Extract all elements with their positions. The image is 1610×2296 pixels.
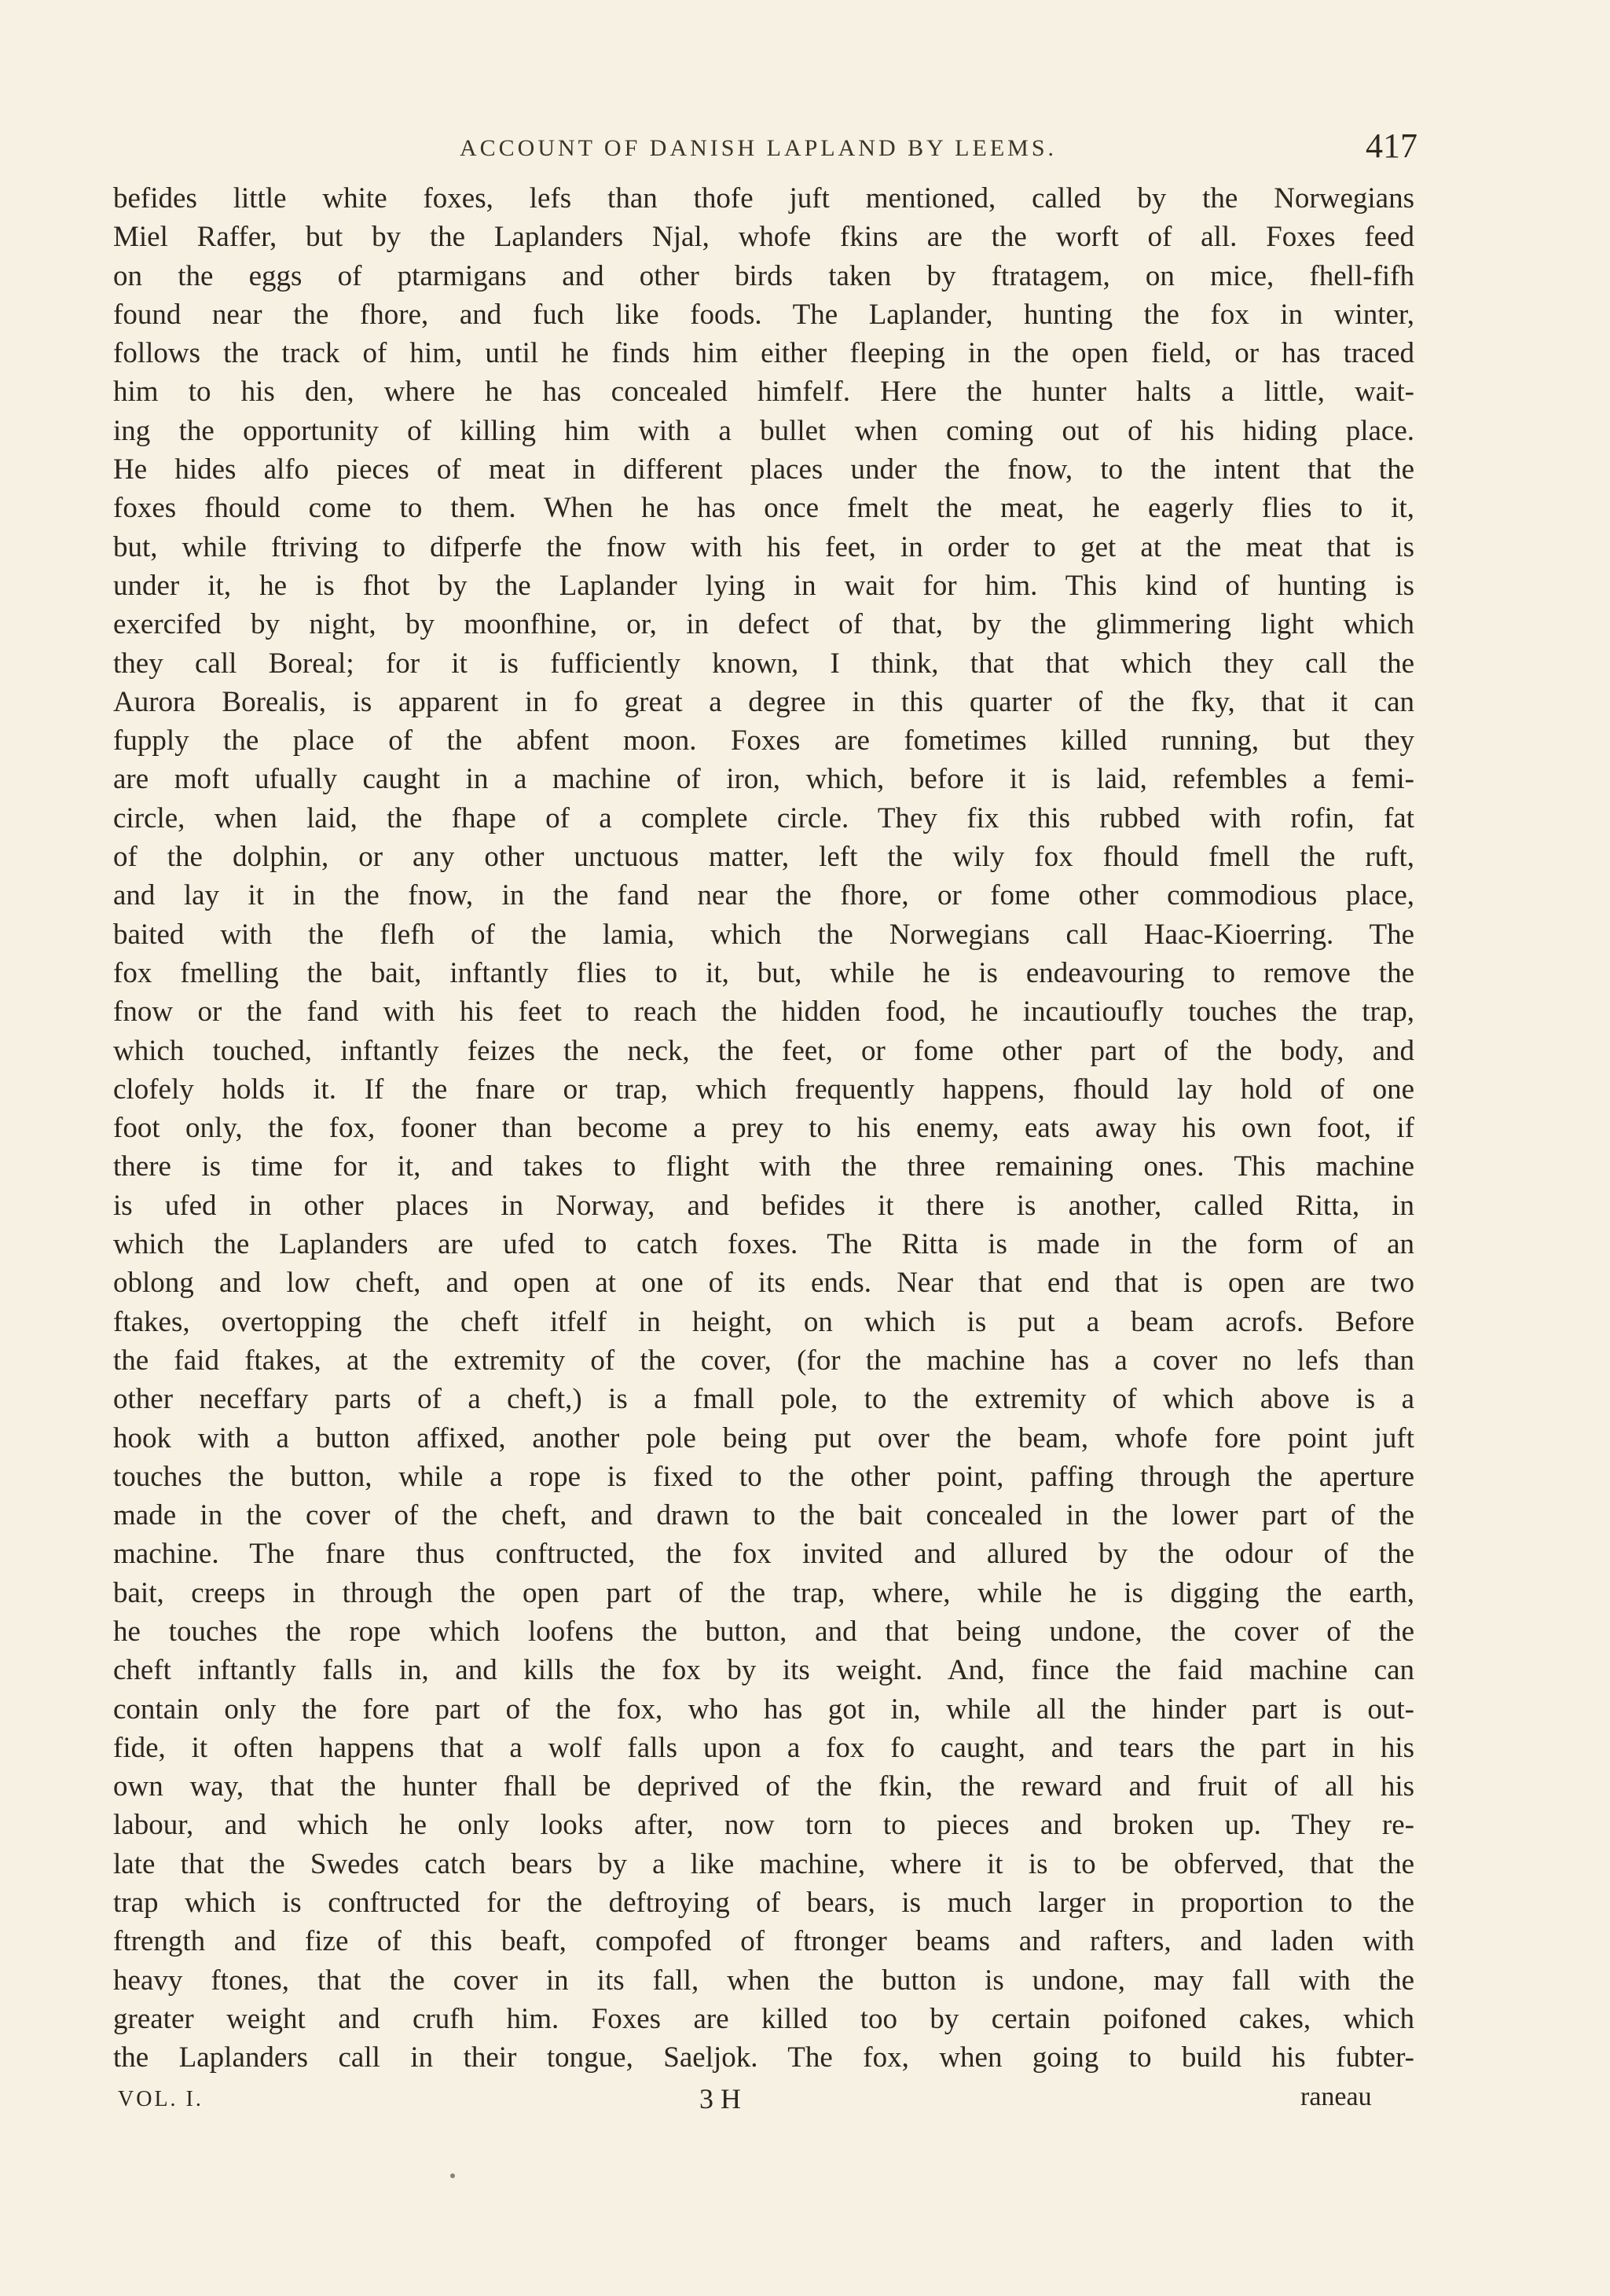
running-title: ACCOUNT OF DANISH LAPLAND BY LEEMS. <box>459 135 1058 161</box>
text-line: trap which is conftructed for the deftroying of bears, is much larger in proportion to the <box>113 1887 1414 1920</box>
text-line: are moft ufually caught in a machine of iron, which, before it is laid, refembles a femi- <box>113 763 1414 796</box>
text-line: fupply the place of the abfent moon. Foxes are fometimes killed running, but they <box>113 724 1414 757</box>
text-line: fnow or the fand with his feet to reach the hidden food, he incautioufly touches the trap, <box>113 996 1414 1029</box>
text-line: found near the fhore, and fuch like foods. The Laplander, hunting the fox in winter, <box>113 298 1414 331</box>
text-line: oblong and low cheft, and open at one of its ends. Near that end that is open are two <box>113 1267 1414 1300</box>
text-line: late that the Swedes catch bears by a like machine, where it is to be obferved, that the <box>113 1847 1414 1880</box>
text-line: contain only the fore part of the fox, who has got in, while all the hinder part is out- <box>113 1693 1414 1726</box>
text-line: machine. The fnare thus conftructed, the fox invited and allured by the odour of the <box>113 1538 1414 1571</box>
text-line: ftrength and fize of this beaft, compofed of ftronger beams and rafters, and laden with <box>113 1925 1414 1958</box>
text-line: on the eggs of ptarmigans and other birds taken by ftratagem, on mice, fhell-fifh <box>113 259 1414 292</box>
text-line: clofely holds it. If the fnare or trap, which frequently happens, fhould lay hold of one <box>113 1073 1414 1106</box>
text-line: ing the opportunity of killing him with a bullet when coming out of his hiding place. <box>113 414 1414 447</box>
page-number: 417 <box>1366 127 1417 165</box>
text-line: he touches the rope which loofens the button, and that being undone, the cover of the <box>113 1615 1414 1648</box>
page-footer <box>0 2082 1610 2129</box>
text-line: the Laplanders call in their tongue, Saeljok. The fox, when going to build his fubter- <box>113 2041 1414 2074</box>
text-line: Miel Raffer, but by the Laplanders Njal, whofe fkins are the worft of all. Foxes feed <box>113 221 1414 254</box>
text-line: hook with a button affixed, another pole being put over the beam, whofe fore point juft <box>113 1421 1414 1454</box>
text-line: but, while ftriving to difperfe the fnow with his feet, in order to get at the meat that is <box>113 530 1414 563</box>
text-line: ftakes, overtopping the cheft itfelf in height, on which is put a beam acrofs. Before <box>113 1305 1414 1338</box>
text-line: Aurora Borealis, is apparent in fo great a degree in this quarter of the fky, that it can <box>113 685 1414 718</box>
text-line: is ufed in other places in Norway, and befides it there is another, called Ritta, in <box>113 1189 1414 1222</box>
signature-mark: 3 H <box>699 2083 741 2114</box>
text-line: befides little white foxes, lefs than thofe juft mentioned, called by the Norwegians <box>113 182 1414 215</box>
body-text <box>113 179 1414 2078</box>
text-line: they call Boreal; for it is fufficiently known, I think, that that which they call the <box>113 647 1414 680</box>
text-line: and lay it in the fnow, in the fand near the fhore, or fome other commodious place, <box>113 879 1414 912</box>
text-line: cheft inftantly falls in, and kills the fox by its weight. And, fince the faid machine can <box>113 1654 1414 1687</box>
text-line: exercifed by night, by moonfhine, or, in defect of that, by the glimmering light which <box>113 608 1414 641</box>
text-line: circle, when laid, the fhape of a complete circle. They fix this rubbed with rofin, fat <box>113 801 1414 834</box>
text-line: made in the cover of the cheft, and drawn to the bait concealed in the lower part of the <box>113 1499 1414 1532</box>
text-line: heavy ftones, that the cover in its fall, when the button is undone, may fall with the <box>113 1964 1414 1997</box>
text-line: fox fmelling the bait, inftantly flies to it, but, while he is endeavouring to remove the <box>113 956 1414 989</box>
text-line: own way, that the hunter fhall be deprived of the fkin, the reward and fruit of all his <box>113 1770 1414 1803</box>
text-line: bait, creeps in through the open part of the trap, where, while he is digging the earth, <box>113 1576 1414 1609</box>
text-line: fide, it often happens that a wolf falls upon a fox fo caught, and tears the part in his <box>113 1731 1414 1764</box>
catchword: raneau <box>1300 2082 1372 2111</box>
text-line: foxes fhould come to them. When he has once fmelt the meat, he eagerly flies to it, <box>113 492 1414 525</box>
text-line: greater weight and crufh him. Foxes are killed too by certain poifoned cakes, which <box>113 2002 1414 2035</box>
text-line: of the dolphin, or any other unctuous matter, left the wily fox fhould fmell the ruft, <box>113 841 1414 874</box>
text-line: touches the button, while a rope is fixed to the other point, paffing through the aperture <box>113 1460 1414 1493</box>
text-line: labour, and which he only looks after, now torn to pieces and broken up. They re- <box>113 1809 1414 1842</box>
text-line: He hides alfo pieces of meat in different places under the fnow, to the intent that the <box>113 453 1414 486</box>
text-line: foot only, the fox, fooner than become a prey to his enemy, eats away his own foot, if <box>113 1112 1414 1145</box>
text-line: the faid ftakes, at the extremity of the cover, (for the machine has a cover no lefs than <box>113 1344 1414 1377</box>
text-line: baited with the flefh of the lamia, which the Norwegians call Haac-Kioerring. The <box>113 918 1414 951</box>
text-line: which the Laplanders are ufed to catch foxes. The Ritta is made in the form of an <box>113 1228 1414 1261</box>
text-line: which touched, inftantly feizes the neck, the feet, or fome other part of the body, and <box>113 1034 1414 1067</box>
text-line: him to his den, where he has concealed himfelf. Here the hunter halts a little, wait- <box>113 376 1414 409</box>
volume-label: VOL. I. <box>118 2087 204 2111</box>
text-line: other neceffary parts of a cheft,) is a fmall pole, to the extremity of which above is a <box>113 1383 1414 1416</box>
text-line: follows the track of him, until he finds him either fleeping in the open field, or has traced <box>113 337 1414 370</box>
paper-speck <box>450 2173 455 2178</box>
text-line: there is time for it, and takes to flight with the three remaining ones. This machine <box>113 1150 1414 1183</box>
text-line: under it, he is fhot by the Laplander lying in wait for him. This kind of hunting is <box>113 569 1414 602</box>
